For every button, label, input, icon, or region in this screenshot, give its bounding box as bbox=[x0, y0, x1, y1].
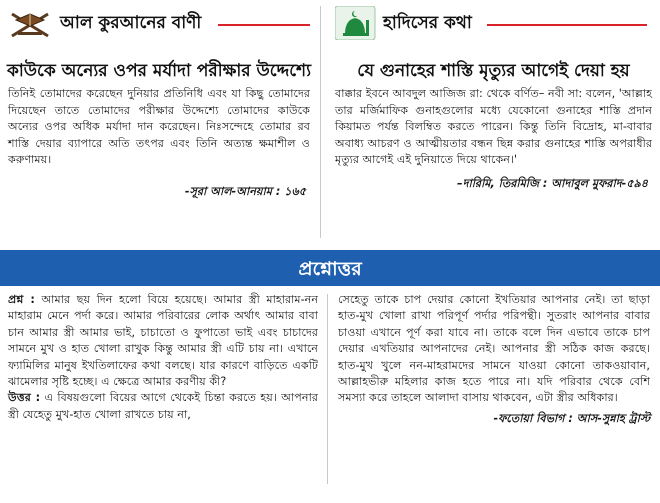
hadith-article-title: যে গুনাহের শাস্তি মৃত্যুর আগেই দেয়া হয় bbox=[357, 61, 630, 81]
hadith-source: –দারিমি, তিরমিজি : আদাবুল মুফরাদ-৫৯৪ bbox=[457, 176, 648, 190]
qa-source: -ফতোয়া বিভাগ : আস-সুন্নাহ ট্রাস্ট bbox=[493, 411, 650, 425]
qa-right-column bbox=[338, 292, 650, 427]
quran-article-body: তিনিই তোমাদের করেছেন দুনিয়ার প্রতিনিধি এবং যা কিছু তোমাদের দিয়েছেন তাতে তোমাদের পরীক্ষার উদ্দেশ্যে তোমাদের কাউকে অন্যের ওপর অধিক মর্যাদা দান করেছেন। নিঃসন্দেহে তোমার রব শাস্তি দেয়ার ব্যাপারে অতি তৎপর এবং তিনি অত্যন্ত ক্ষমাশীল ও করুণাময়। bbox=[8, 87, 310, 167]
question-text: আমার ছয় দিন হলো বিয়ে হয়েছে। আমার স্ত্রী মাহারাম-নন মাহারাম মেনে পর্দা করে। আমার পরিবারের লোক অর্থাৎ আমার বাবা চান আমার স্ত্রী আমার ভাই, চাচাতো ও ফুপাতো ভাই এবং চাচাদের সামনে মুখ ও হাত খোলা রাখুক কিন্তু আমার স্ত্রী এটি চায় না। এখানে ফ্যামিলির মানুষ ইখতিলাফের কথা বলছে। যার কারণে বাড়িতে একটি ঝামেলার সৃষ্টি হচ্ছে। এ ক্ষেত্রে আমার করণীয় কী? bbox=[8, 293, 319, 389]
qa-banner bbox=[0, 250, 660, 286]
qa-left-column bbox=[8, 292, 318, 423]
hadith-section-header bbox=[327, 0, 660, 44]
answer-text-part1: এ বিষয়গুলো বিয়ের আগে থেকেই চিন্তা করতে হয়। আপনার স্ত্রী যেহেতু মুখ-হাত খোলা রাখতে চায় না, bbox=[8, 391, 318, 421]
hadith-section-label: হাদিসের কথা bbox=[383, 13, 472, 33]
answer-label: উত্তর : bbox=[8, 391, 41, 405]
quran-section-label: আল কুরআনের বাণী bbox=[60, 13, 202, 33]
question-label: প্রশ্ন : bbox=[8, 293, 35, 306]
qa-column-divider bbox=[327, 294, 328, 484]
answer-text-part2: সেহেতু তাকে চাপ দেয়ার কোনো ইখতিয়ার আপনার নেই। তা ছাড়া হাত-মুখ খোলা রাখা পরিপূর্ণ পর্দার পরিপন্থী। সুতরাং আপনার বাবার চাওয়া এখানে পূর্ণ করা যাবে না। তাকে বলে দিন এভাবে তাকে চাপ দেয়ার এখতিয়ার আপনাদের নেই। আপনার স্ত্রী সঠিক কাজ করছে। হাত-মুখ খুলে নন-মাহরামদের সামনে যাওয়া কোনো তাকওয়াবান, আল্লাহভীরু মহিলার কাজ হতে পারে না। যদি পরিবার থেকে বেশি সমস্যা করে তাহলে আলাদা বাসায় থাকবেন, এটা স্ত্রীর অধিকার। bbox=[338, 293, 650, 405]
mosque-icon bbox=[335, 6, 379, 40]
hadith-article-body: বাক্কার ইবনে আবদুল আজিজ রা: থেকে বর্ণিত– নবী সা: বলেন, 'আল্লাহ তার মর্জিমাফিক গুনাহগুলোর মধ্যে যেকোনো গুনাহের শাস্তি প্রদান কিয়ামত পর্যন্ত বিলম্বিত করতে পারেন। কিন্তু তিনি বিদ্রোহ, মা-বাবার অবাধ্য আচরণ ও আত্মীয়তার বন্ধন ছিন্ন করার গুনাহের শাস্তি অপরাধীর মৃত্যুর আগেই এই দুনিয়াতে দিয়ে থাকেন।' bbox=[335, 87, 652, 167]
quran-header-rule bbox=[218, 24, 310, 26]
quran-section-header bbox=[0, 0, 318, 44]
column-divider bbox=[320, 6, 321, 238]
hadith-column bbox=[327, 0, 660, 194]
quran-column bbox=[0, 0, 318, 202]
quran-book-icon bbox=[8, 6, 52, 40]
hadith-header-rule bbox=[487, 24, 647, 26]
qa-banner-title: প্রশ্নোত্তর bbox=[298, 258, 362, 280]
quran-source: -সূরা আল-আনয়াম : ১৬৫ bbox=[184, 184, 306, 198]
quran-article-title: কাউকে অন্যের ওপর মর্যাদা পরীক্ষার উদ্দেশ্যে bbox=[6, 61, 312, 81]
